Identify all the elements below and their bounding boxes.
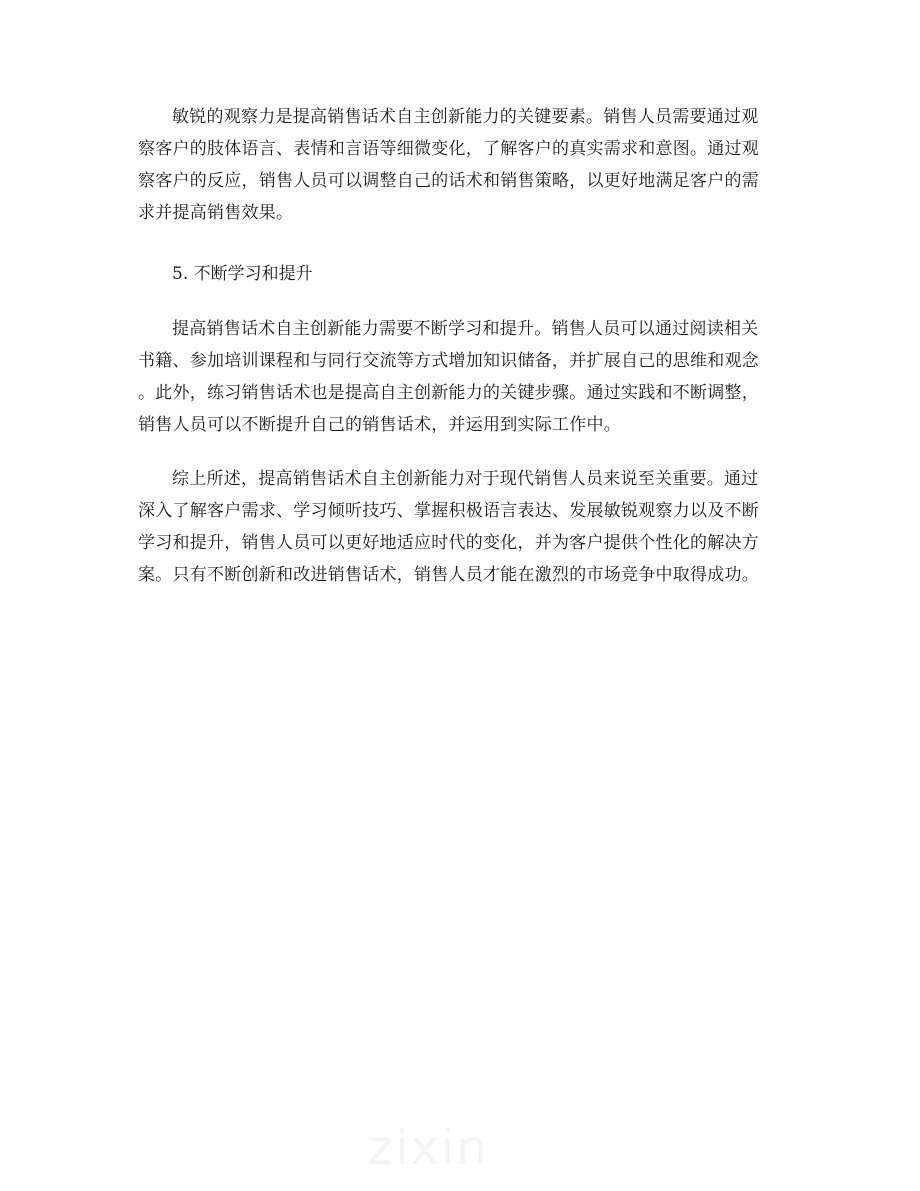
- paragraph-line: 提高销售话术自主创新能力需要不断学习和提升。销售人员可以通过阅读相关: [172, 319, 759, 339]
- paragraph-line: 学习和提升，销售人员可以更好地适应时代的变化，并为客户提供个性化的解决方: [138, 533, 759, 553]
- watermark: zixin: [368, 1120, 489, 1176]
- paragraph-line: 深入了解客户需求、学习倾听技巧、掌握积极语言表达、发展敏锐观察力以及不断: [138, 501, 759, 521]
- paragraph-line: 敏锐的观察力是提高销售话术自主创新能力的关键要素。销售人员需要通过观: [172, 107, 759, 127]
- paragraph-line: 察客户的反应，销售人员可以调整自己的话术和销售策略，以更好地满足客户的需: [138, 171, 759, 191]
- paragraph-line: 求并提高销售效果。: [138, 203, 294, 223]
- paragraph-observation: [138, 101, 794, 229]
- paragraph-line: 。此外，练习销售话术也是提高自主创新能力的关键步骤。通过实践和不断调整，: [138, 383, 759, 403]
- paragraph-conclusion: [138, 463, 794, 591]
- paragraph-line: 销售人员可以不断提升自己的销售话术，并运用到实际工作中。: [138, 415, 621, 435]
- paragraph-line: 书籍、参加培训课程和与同行交流等方式增加知识储备，并扩展自己的思维和观念: [138, 351, 759, 371]
- paragraph-line: 案。只有不断创新和改进销售话术，销售人员才能在激烈的市场竞争中取得成功。: [138, 565, 759, 585]
- paragraph-line: 察客户的肢体语言、表情和言语等细微变化，了解客户的真实需求和意图。通过观: [138, 139, 759, 159]
- paragraph-line: 综上所述，提高销售话术自主创新能力对于现代销售人员来说至关重要。通过: [172, 469, 759, 489]
- paragraph-learning: [138, 313, 794, 441]
- section-heading: 5. 不断学习和提升: [172, 264, 313, 284]
